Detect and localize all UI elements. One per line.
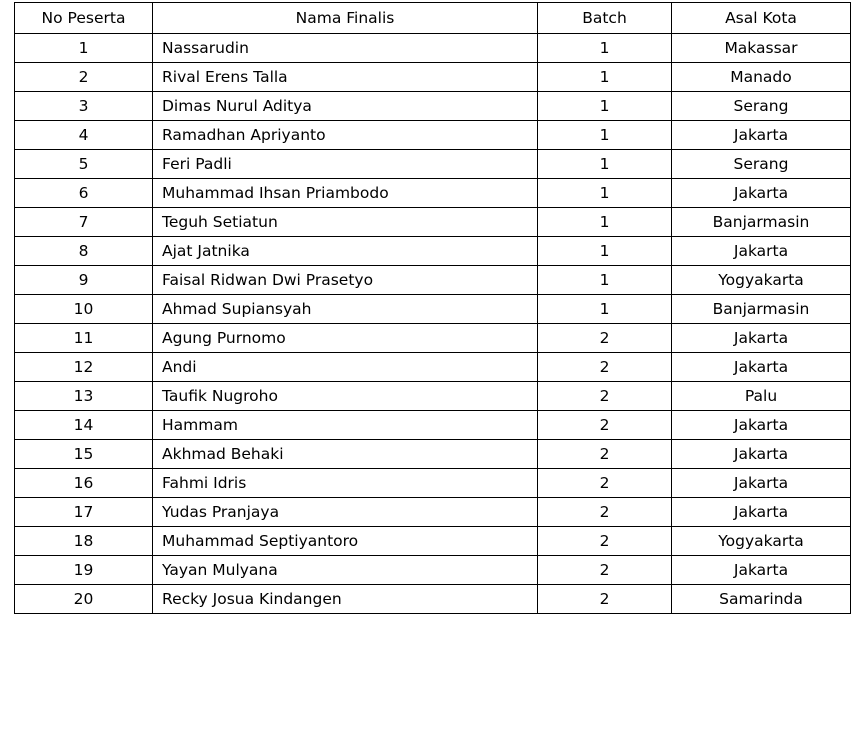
table-row [15, 469, 851, 498]
cell-no-peserta: 6 [15, 179, 153, 208]
table-row [15, 34, 851, 63]
cell-asal-kota: Banjarmasin [672, 208, 851, 237]
cell-nama-finalis: Yudas Pranjaya [153, 498, 538, 527]
cell-no-peserta: 20 [15, 585, 153, 614]
table-row [15, 266, 851, 295]
cell-nama-finalis: Teguh Setiatun [153, 208, 538, 237]
cell-no-peserta: 14 [15, 411, 153, 440]
cell-nama-finalis: Dimas Nurul Aditya [153, 92, 538, 121]
cell-nama-finalis: Akhmad Behaki [153, 440, 538, 469]
table-row [15, 440, 851, 469]
cell-batch: 1 [538, 179, 672, 208]
cell-batch: 1 [538, 208, 672, 237]
cell-asal-kota: Jakarta [672, 237, 851, 266]
cell-nama-finalis: Yayan Mulyana [153, 556, 538, 585]
cell-no-peserta: 13 [15, 382, 153, 411]
cell-batch: 2 [538, 585, 672, 614]
cell-asal-kota: Banjarmasin [672, 295, 851, 324]
cell-no-peserta: 17 [15, 498, 153, 527]
table-row [15, 382, 851, 411]
cell-batch: 1 [538, 237, 672, 266]
cell-nama-finalis: Recky Josua Kindangen [153, 585, 538, 614]
cell-asal-kota: Jakarta [672, 353, 851, 382]
cell-asal-kota: Jakarta [672, 469, 851, 498]
cell-batch: 2 [538, 353, 672, 382]
cell-batch: 2 [538, 411, 672, 440]
cell-no-peserta: 8 [15, 237, 153, 266]
cell-asal-kota: Palu [672, 382, 851, 411]
table-row [15, 411, 851, 440]
cell-asal-kota: Serang [672, 150, 851, 179]
cell-batch: 2 [538, 527, 672, 556]
cell-batch: 1 [538, 266, 672, 295]
table-header-row [15, 3, 851, 34]
cell-asal-kota: Jakarta [672, 179, 851, 208]
cell-asal-kota: Jakarta [672, 440, 851, 469]
cell-no-peserta: 4 [15, 121, 153, 150]
column-header-batch: Batch [538, 3, 672, 34]
table-row [15, 208, 851, 237]
cell-nama-finalis: Feri Padli [153, 150, 538, 179]
cell-no-peserta: 7 [15, 208, 153, 237]
table-row [15, 63, 851, 92]
table-row [15, 179, 851, 208]
column-header-nama-finalis: Nama Finalis [153, 3, 538, 34]
cell-no-peserta: 15 [15, 440, 153, 469]
cell-no-peserta: 19 [15, 556, 153, 585]
cell-no-peserta: 10 [15, 295, 153, 324]
table-row [15, 92, 851, 121]
column-header-asal-kota: Asal Kota [672, 3, 851, 34]
table-row [15, 237, 851, 266]
cell-no-peserta: 18 [15, 527, 153, 556]
cell-no-peserta: 11 [15, 324, 153, 353]
cell-no-peserta: 3 [15, 92, 153, 121]
cell-nama-finalis: Hammam [153, 411, 538, 440]
cell-nama-finalis: Nassarudin [153, 34, 538, 63]
cell-nama-finalis: Faisal Ridwan Dwi Prasetyo [153, 266, 538, 295]
cell-no-peserta: 12 [15, 353, 153, 382]
cell-asal-kota: Jakarta [672, 411, 851, 440]
cell-no-peserta: 5 [15, 150, 153, 179]
cell-nama-finalis: Ramadhan Apriyanto [153, 121, 538, 150]
column-header-no-peserta: No Peserta [15, 3, 153, 34]
cell-nama-finalis: Muhammad Ihsan Priambodo [153, 179, 538, 208]
cell-asal-kota: Makassar [672, 34, 851, 63]
cell-nama-finalis: Rival Erens Talla [153, 63, 538, 92]
cell-asal-kota: Yogyakarta [672, 527, 851, 556]
cell-nama-finalis: Taufik Nugroho [153, 382, 538, 411]
table-row [15, 585, 851, 614]
cell-no-peserta: 2 [15, 63, 153, 92]
cell-batch: 1 [538, 34, 672, 63]
cell-batch: 2 [538, 440, 672, 469]
cell-asal-kota: Jakarta [672, 498, 851, 527]
cell-nama-finalis: Agung Purnomo [153, 324, 538, 353]
cell-asal-kota: Serang [672, 92, 851, 121]
cell-batch: 2 [538, 498, 672, 527]
cell-asal-kota: Jakarta [672, 121, 851, 150]
cell-batch: 2 [538, 382, 672, 411]
cell-nama-finalis: Fahmi Idris [153, 469, 538, 498]
table-row [15, 121, 851, 150]
table-row [15, 527, 851, 556]
cell-no-peserta: 1 [15, 34, 153, 63]
cell-batch: 1 [538, 150, 672, 179]
cell-asal-kota: Yogyakarta [672, 266, 851, 295]
table-row [15, 324, 851, 353]
cell-batch: 1 [538, 92, 672, 121]
table-body [15, 34, 851, 614]
cell-nama-finalis: Ahmad Supiansyah [153, 295, 538, 324]
table-row [15, 150, 851, 179]
cell-asal-kota: Manado [672, 63, 851, 92]
cell-no-peserta: 9 [15, 266, 153, 295]
cell-batch: 1 [538, 121, 672, 150]
table-row [15, 498, 851, 527]
cell-asal-kota: Samarinda [672, 585, 851, 614]
cell-asal-kota: Jakarta [672, 556, 851, 585]
cell-batch: 2 [538, 556, 672, 585]
cell-asal-kota: Jakarta [672, 324, 851, 353]
finalist-table [14, 2, 851, 614]
cell-nama-finalis: Muhammad Septiyantoro [153, 527, 538, 556]
cell-batch: 2 [538, 324, 672, 353]
cell-batch: 2 [538, 469, 672, 498]
table-row [15, 295, 851, 324]
cell-batch: 1 [538, 295, 672, 324]
cell-batch: 1 [538, 63, 672, 92]
table-row [15, 353, 851, 382]
cell-nama-finalis: Andi [153, 353, 538, 382]
table-header [15, 3, 851, 34]
table-row [15, 556, 851, 585]
cell-nama-finalis: Ajat Jatnika [153, 237, 538, 266]
cell-no-peserta: 16 [15, 469, 153, 498]
